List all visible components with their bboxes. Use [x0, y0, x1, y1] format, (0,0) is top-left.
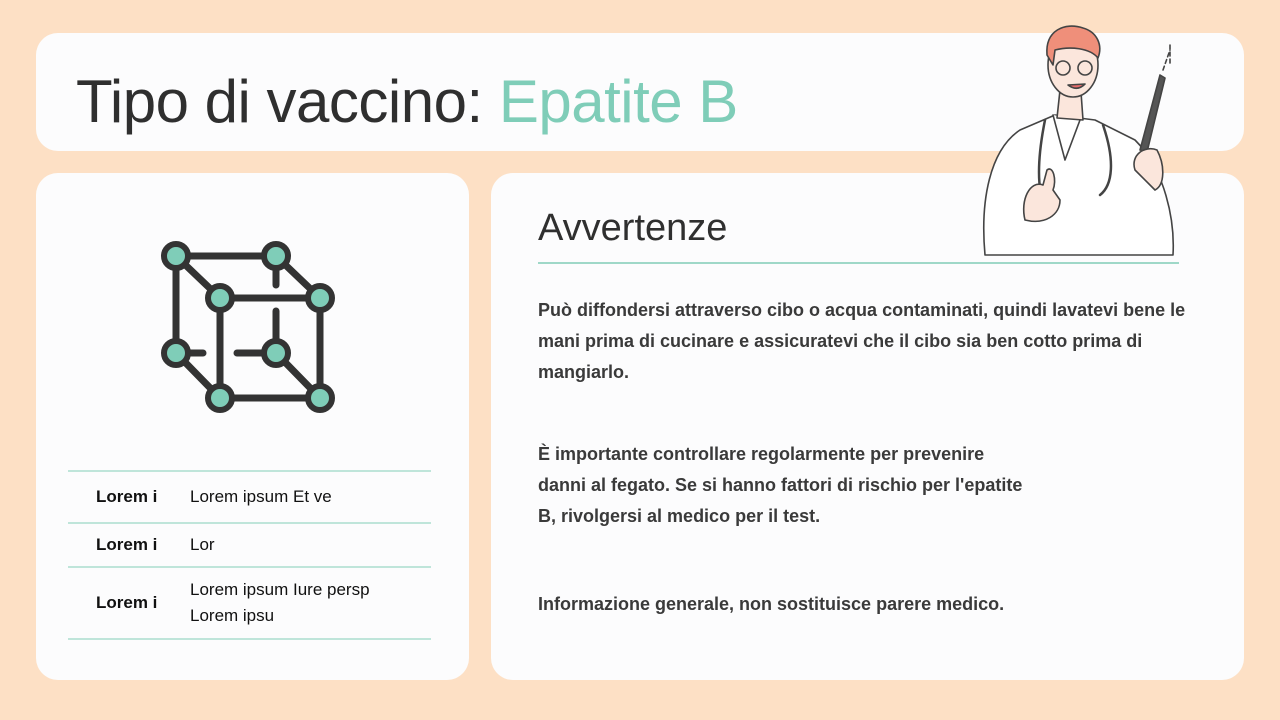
row-value: Lorem ipsum Et ve — [190, 471, 431, 523]
info-table — [68, 470, 431, 640]
warning-paragraph-1: Può diffondersi attraverso cibo o acqua contaminati, quindi lavatevi bene le mani prima di cucinare e assicuratevi che il cibo sia ben cotto prima di mangiarlo. — [538, 300, 1186, 382]
warnings-heading: Avvertenze — [538, 207, 728, 249]
paragraph-line: danni al fegato. Se si hanno fattori di rischio per l'epatite — [538, 475, 1023, 495]
page-title — [76, 67, 738, 136]
table-row — [68, 471, 431, 523]
table-row — [68, 567, 431, 639]
warning-paragraph-2 — [538, 439, 1022, 532]
warning-paragraph-3: Informazione generale, non sostituisce parere medico. — [538, 594, 1005, 614]
paragraph-line: B, rivolgersi al medico per il test. — [538, 506, 821, 526]
molecule-cube-icon — [150, 236, 350, 416]
row-value: Lor — [190, 523, 431, 567]
row-key: Lorem i — [68, 471, 190, 523]
doctor-illustration — [965, 20, 1195, 260]
row-value — [190, 567, 431, 639]
title-highlight: Epatite B — [498, 68, 738, 135]
row-key: Lorem i — [68, 567, 190, 639]
divider — [538, 262, 1179, 264]
title-prefix: Tipo di vaccino: — [76, 68, 499, 135]
paragraph-line: È importante controllare regolarmente per prevenire — [538, 444, 985, 464]
table-row — [68, 523, 431, 567]
row-value-line: Lorem ipsum Iure persp — [190, 580, 370, 599]
row-key: Lorem i — [68, 523, 190, 567]
row-value-line: Lorem ipsu — [190, 606, 275, 625]
